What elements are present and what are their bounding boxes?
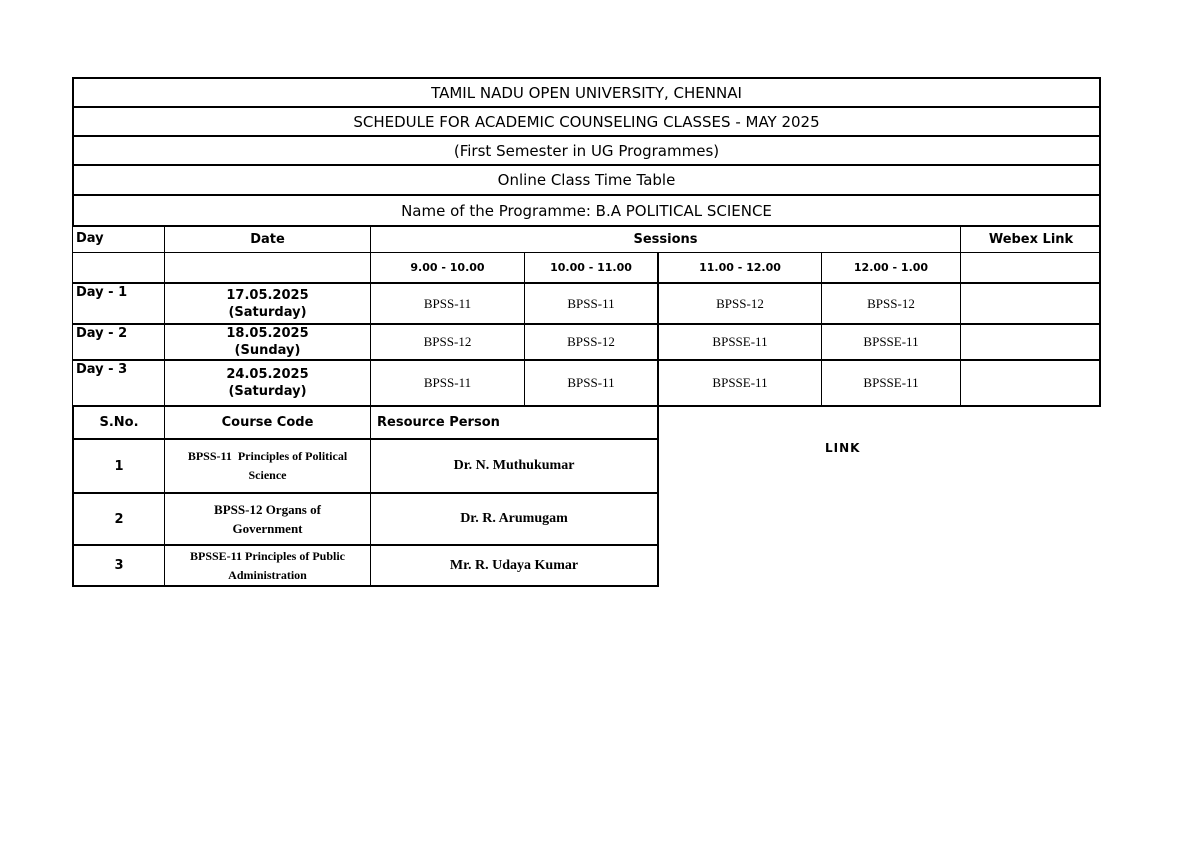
session-slot-3: 11.00 - 12.00 bbox=[699, 261, 781, 274]
col-webex-header: Webex Link bbox=[988, 231, 1074, 247]
col-day-header: Day bbox=[76, 231, 104, 246]
date-cell bbox=[165, 284, 370, 323]
col-course-code-header: Course Code bbox=[221, 415, 314, 430]
weekday-value: (Sunday) bbox=[234, 343, 301, 358]
session-cell: BPSS-12 bbox=[567, 334, 615, 349]
university-title: TAMIL NADU OPEN UNIVERSITY, CHENNAI bbox=[431, 84, 742, 102]
session-cell: BPSSE-11 bbox=[712, 334, 768, 349]
course-code-cell: BPSS-12 Organs of Government bbox=[214, 502, 321, 536]
course-code-cell: BPSSE-11 Principles of Public Administration bbox=[189, 548, 345, 582]
sno-cell: 3 bbox=[114, 558, 124, 573]
sno-cell: 1 bbox=[114, 458, 124, 474]
col-sessions-header: Sessions bbox=[633, 231, 698, 247]
weekday-value: (Saturday) bbox=[228, 304, 307, 320]
session-cell: BPSSE-11 bbox=[863, 334, 919, 349]
programme-name: Name of the Programme: B.A POLITICAL SCIENCE bbox=[401, 202, 772, 220]
resource-person-cell: Dr. R. Arumugam bbox=[460, 511, 568, 526]
session-cell: BPSSE-11 bbox=[712, 375, 768, 390]
resource-person-cell: Mr. R. Udaya Kumar bbox=[449, 557, 579, 573]
day-label: Day - 3 bbox=[76, 362, 128, 377]
session-cell: BPSS-11 bbox=[423, 295, 472, 311]
schedule-title: SCHEDULE FOR ACADEMIC COUNSELING CLASSES - MAY 2025 bbox=[353, 113, 820, 131]
date-value: 18.05.2025 bbox=[226, 326, 309, 341]
date-value: 24.05.2025 bbox=[226, 367, 309, 382]
session-slot-1: 9.00 - 10.00 bbox=[410, 261, 485, 274]
session-cell: BPSS-12 bbox=[423, 334, 472, 349]
session-slot-2: 10.00 - 11.00 bbox=[550, 261, 632, 274]
course-code-cell: BPSS-11 Principles of Political Science bbox=[187, 449, 348, 482]
session-cell: BPSS-11 bbox=[423, 375, 472, 390]
day-label: Day - 2 bbox=[76, 326, 128, 341]
col-resource-person-header: Resource Person bbox=[377, 415, 500, 430]
session-cell: BPSS-11 bbox=[567, 375, 615, 390]
resource-person-cell: Dr. N. Muthukumar bbox=[453, 458, 575, 473]
date-cell bbox=[165, 361, 370, 405]
session-slot-4: 12.00 - 1.00 bbox=[853, 261, 929, 274]
session-cell: BPSS-12 bbox=[867, 295, 915, 311]
date-value: 17.05.2025 bbox=[226, 287, 309, 303]
sno-cell: 2 bbox=[114, 511, 124, 527]
session-cell: BPSS-12 bbox=[716, 295, 764, 311]
col-date-header: Date bbox=[250, 231, 285, 247]
day-label: Day - 1 bbox=[76, 285, 128, 300]
semester-subtitle: (First Semester in UG Programmes) bbox=[453, 142, 720, 160]
col-sno-header: S.No. bbox=[99, 415, 139, 430]
session-cell: BPSSE-11 bbox=[863, 375, 919, 390]
date-cell bbox=[165, 325, 370, 359]
session-cell: BPSS-11 bbox=[567, 295, 615, 311]
weekday-value: (Saturday) bbox=[228, 384, 307, 399]
timetable-type: Online Class Time Table bbox=[497, 171, 676, 189]
link-label: LINK bbox=[825, 441, 861, 455]
